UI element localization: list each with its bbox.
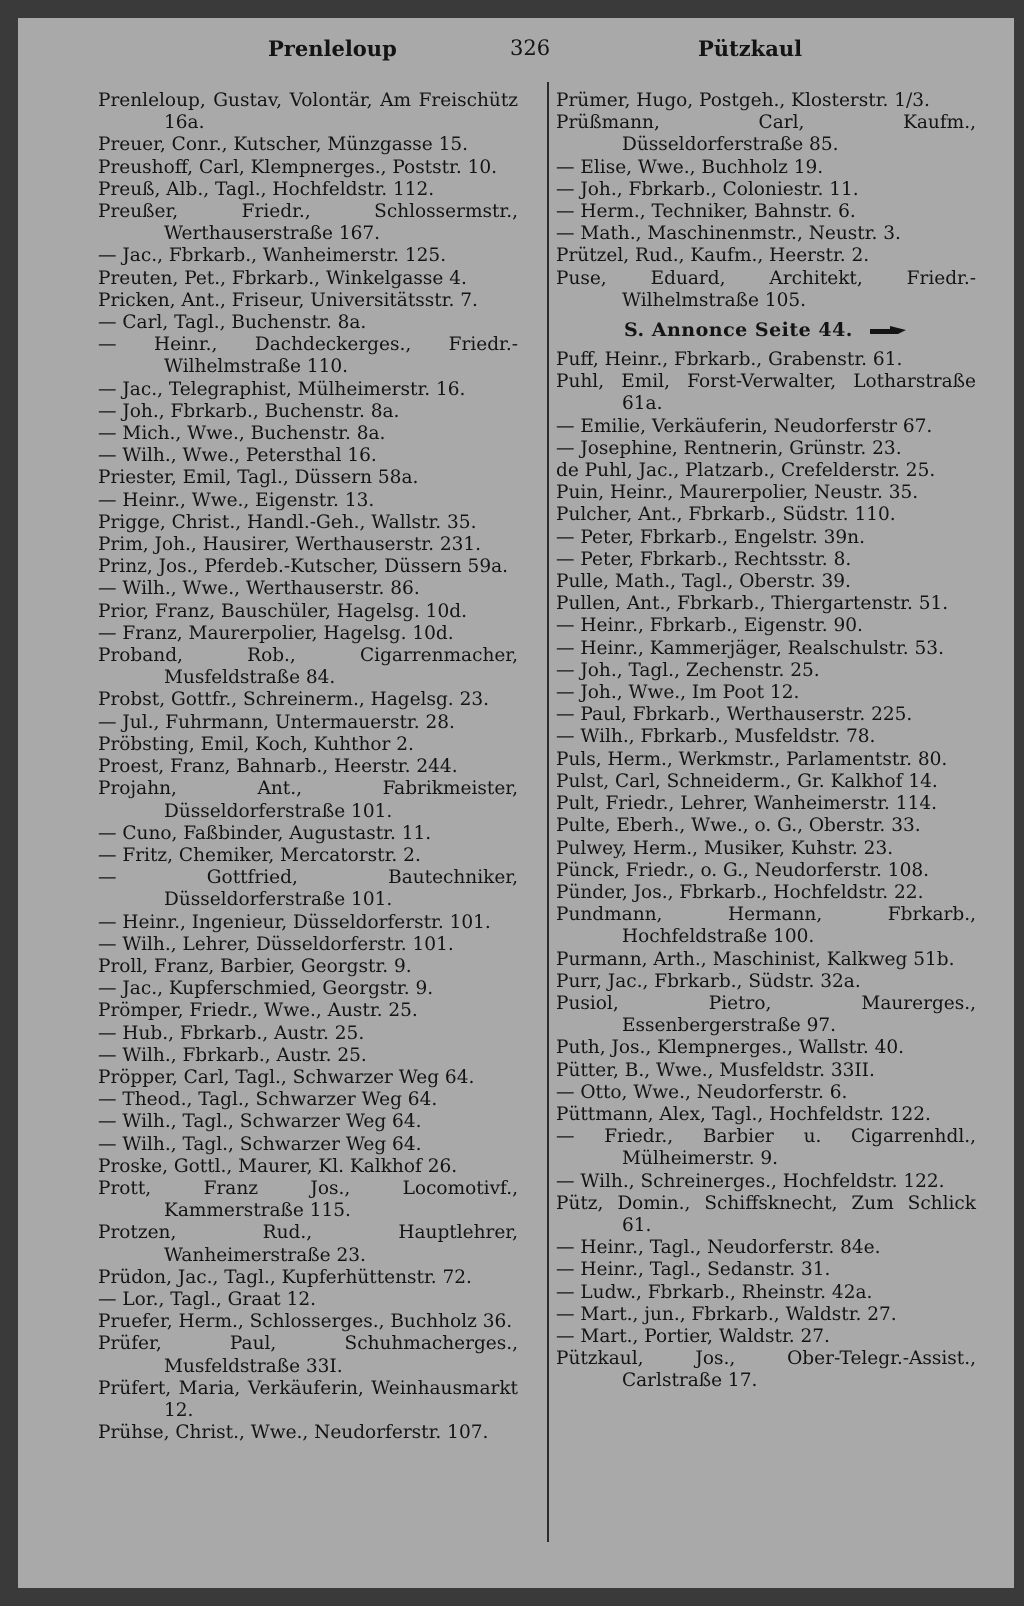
header-right-keyword: Pützkaul [698,36,803,61]
directory-entry: — Joh., Wwe., Im Poot 12. [556,682,800,704]
directory-entry: Pütz, Domin., Schiffsknecht, Zum Schlick 61. [556,1192,976,1236]
directory-entry: Pützkaul, Jos., Ober-Telegr.-Assist., Carlstraße 17. [556,1348,976,1392]
directory-entry: Purr, Jac., Fbrkarb., Südstr. 32a. [556,970,861,992]
right-column-top-entries [556,90,976,312]
directory-entry: Puls, Herm., Werkmstr., Parlamentstr. 80. [556,748,948,770]
directory-entry: Püttmann, Alex, Tagl., Hochfeldstr. 122. [556,1103,931,1125]
directory-entry: — Cuno, Faßbinder, Augustastr. 11. [98,822,432,844]
directory-entry: — Joh., Fbrkarb., Coloniestr. 11. [556,178,859,200]
directory-entry: — Paul, Fbrkarb., Werthauserstr. 225. [556,704,913,726]
directory-entry: Proll, Franz, Barbier, Georgstr. 9. [98,955,412,977]
directory-entry: Prützel, Rud., Kaufm., Heerstr. 2. [556,245,870,267]
directory-entry: Puth, Jos., Klempnerges., Wallstr. 40. [556,1037,905,1059]
right-column [556,90,976,1393]
directory-entry: — Carl, Tagl., Buchenstr. 8a. [98,312,367,334]
directory-entry: Projahn, Ant., Fabrikmeister, Düsseldorferstraße 101. [98,778,518,822]
directory-entry: — Heinr., Tagl., Sedanstr. 31. [556,1259,831,1281]
directory-entry: — Jac., Kupferschmied, Georgstr. 9. [98,978,434,1000]
directory-entry: Prüfer, Paul, Schuhmacherges., Musfeldstraße 33I. [98,1333,518,1377]
directory-entry: — Heinr., Fbrkarb., Eigenstr. 90. [556,615,863,637]
directory-entry: — Herm., Techniker, Bahnstr. 6. [556,201,856,223]
directory-entry: Prümer, Hugo, Postgeh., Klosterstr. 1/3. [556,90,930,111]
directory-entry: Pünck, Friedr., o. G., Neudorferstr. 108. [556,859,929,881]
directory-entry: Pulle, Math., Tagl., Oberstr. 39. [556,571,851,593]
directory-entry: Pröpper, Carl, Tagl., Schwarzer Weg 64. [98,1066,475,1088]
page-number: 326 [510,36,551,60]
directory-entry: Purmann, Arth., Maschinist, Kalkweg 51b. [556,948,955,970]
directory-entry: — Joh., Tagl., Zechenstr. 25. [556,659,820,681]
directory-entry: — Jac., Telegraphist, Mülheimerstr. 16. [98,378,466,400]
directory-entry: Puff, Heinr., Fbrkarb., Grabenstr. 61. [556,349,903,371]
directory-entry: Prott, Franz Jos., Locomotivf., Kammerstraße 115. [98,1177,518,1222]
directory-entry: — Friedr., Barbier u. Cigarrenhdl., Mülheimerstr. 9. [556,1126,976,1170]
directory-entry: de Puhl, Jac., Platzarb., Crefelderstr. 25. [556,460,936,482]
annonce-text: S. Annonce Seite 44. [623,319,853,342]
directory-entry: Pullen, Ant., Fbrkarb., Thiergartenstr. 51. [556,593,949,615]
directory-entry: Pult, Friedr., Lehrer, Wanheimerstr. 114. [556,793,937,815]
directory-entry: — Heinr., Tagl., Neudorferstr. 84e. [556,1237,881,1259]
directory-entry: Prüfert, Maria, Verkäuferin, Weinhausmarkt 12. [98,1377,518,1421]
directory-entry: Protzen, Rud., Hauptlehrer, Wanheimerstraße 23. [98,1222,518,1266]
directory-entry: Pusiol, Pietro, Maurerges., Essenbergerstraße 97. [556,992,976,1037]
right-column-bottom-entries [556,349,976,1393]
directory-entry: — Fritz, Chemiker, Mercatorstr. 2. [98,844,421,866]
directory-entry: — Gottfried, Bautechniker, Düsseldorferstraße 101. [98,867,518,911]
directory-entry: Pruefer, Herm., Schlosserges., Buchholz 36. [98,1311,513,1333]
directory-entry: — Emilie, Verkäuferin, Neudorferstr 67. [556,415,933,437]
directory-entry: — Mich., Wwe., Buchenstr. 8a. [98,423,386,445]
directory-entry: — Jac., Fbrkarb., Wanheimerstr. 125. [98,245,447,267]
directory-entry: Puin, Heinr., Maurerpolier, Neustr. 35. [556,482,919,504]
directory-entry: Preuten, Pet., Fbrkarb., Winkelgasse 4. [98,267,467,289]
directory-entry: Prühse, Christ., Wwe., Neudorferstr. 107. [98,1422,489,1444]
directory-entry: Pulst, Carl, Schneiderm., Gr. Kalkhof 14. [556,770,938,792]
directory-entry: — Peter, Fbrkarb., Rechtsstr. 8. [556,548,852,570]
directory-entry: — Heinr., Kammerjäger, Realschulstr. 53. [556,637,944,659]
directory-entry: — Wilh., Wwe., Petersthal 16. [98,445,377,467]
directory-entry: Prim, Joh., Hausirer, Werthauserstr. 231. [98,534,482,556]
directory-entry: — Wilh., Fbrkarb., Austr. 25. [98,1044,367,1066]
directory-entry: Priester, Emil, Tagl., Düssern 58a. [98,467,419,489]
directory-entry: Prenleloup, Gustav, Volontär, Am Freischütz 16a. [98,90,518,134]
directory-entry: — Josephine, Rentnerin, Grünstr. 23. [556,437,902,459]
directory-entry: — Wilh., Tagl., Schwarzer Weg 64. [98,1111,422,1133]
directory-entry: — Jul., Fuhrmann, Untermauerstr. 28. [98,711,455,733]
directory-entry: Prinz, Jos., Pferdeb.-Kutscher, Düssern 59a. [98,556,508,578]
directory-entry: Prigge, Christ., Handl.-Geh., Wallstr. 35. [98,511,477,533]
directory-entry: — Wilh., Lehrer, Düsseldorferstr. 101. [98,933,454,955]
directory-entry: — Heinr., Ingenieur, Düsseldorferstr. 101. [98,911,491,933]
directory-entry: Pütter, B., Wwe., Musfeldstr. 33II. [556,1059,875,1081]
directory-entry: — Franz, Maurerpolier, Hagelsg. 10d. [98,622,454,644]
directory-entry: — Math., Maschinenmstr., Neustr. 3. [556,223,901,245]
directory-entry: Preuß, Alb., Tagl., Hochfeldstr. 112. [98,178,435,200]
directory-entry: Pulte, Eberh., Wwe., o. G., Oberstr. 33. [556,815,921,837]
directory-entry: Pricken, Ant., Friseur, Universitätsstr. 7. [98,289,478,311]
directory-entry: Pulcher, Ant., Fbrkarb., Südstr. 110. [556,504,896,526]
directory-entry: — Wilh., Fbrkarb., Musfeldstr. 78. [556,726,876,748]
directory-entry: — Peter, Fbrkarb., Engelstr. 39n. [556,526,865,548]
directory-entry: Puse, Eduard, Architekt, Friedr.-Wilhelmstraße 105. [556,267,976,311]
directory-entry: Pröbsting, Emil, Koch, Kuhthor 2. [98,733,414,755]
directory-entry: — Wilh., Schreinerges., Hochfeldstr. 122. [556,1170,945,1192]
directory-entry: — Theod., Tagl., Schwarzer Weg 64. [98,1089,438,1111]
directory-entry: Proband, Rob., Cigarrenmacher, Musfeldstraße 84. [98,645,518,689]
directory-entry: Probst, Gottfr., Schreinerm., Hagelsg. 23. [98,689,489,711]
directory-entry: — Ludw., Fbrkarb., Rheinstr. 42a. [556,1281,873,1303]
directory-entry: Preushoff, Carl, Klempnerges., Poststr. 10. [98,156,498,178]
directory-page [18,18,1014,1588]
directory-entry: — Mart., jun., Fbrkarb., Waldstr. 27. [556,1303,897,1325]
directory-entry: — Hub., Fbrkarb., Austr. 25. [98,1022,365,1044]
directory-entry: — Lor., Tagl., Graat 12. [98,1288,317,1310]
directory-entry: Pünder, Jos., Fbrkarb., Hochfeldstr. 22. [556,881,924,903]
column-divider [547,82,549,1542]
directory-entry: Proest, Franz, Bahnarb., Heerstr. 244. [98,756,458,778]
directory-entry: Prömper, Friedr., Wwe., Austr. 25. [98,1000,418,1022]
left-column [98,90,518,1444]
directory-entry: — Joh., Fbrkarb., Buchenstr. 8a. [98,400,400,422]
directory-entry: — Heinr., Dachdeckerges., Friedr.-Wilhelmstraße 110. [98,334,518,378]
directory-entry: — Mart., Portier, Waldstr. 27. [556,1325,830,1347]
directory-entry: Puhl, Emil, Forst-Verwalter, Lotharstraße 61a. [556,371,976,415]
directory-entry: Proske, Gottl., Maurer, Kl. Kalkhof 26. [98,1155,458,1177]
directory-entry: Prior, Franz, Bauschüler, Hagelsg. 10d. [98,600,467,622]
directory-entry: Preuer, Conr., Kutscher, Münzgasse 15. [98,134,469,156]
directory-entry: — Wilh., Tagl., Schwarzer Weg 64. [98,1133,422,1155]
annonce-note [556,315,976,345]
directory-entry: Pundmann, Hermann, Fbrkarb., Hochfeldstraße 100. [556,904,976,948]
header-left-keyword: Prenleloup [268,36,397,61]
directory-entry: — Heinr., Wwe., Eigenstr. 13. [98,489,375,511]
directory-entry: — Elise, Wwe., Buchholz 19. [556,156,824,178]
directory-entry: Prüßmann, Carl, Kaufm., Düsseldorferstraße 85. [556,112,976,156]
directory-entry: Prüdon, Jac., Tagl., Kupferhüttenstr. 72. [98,1266,472,1288]
page-header [18,36,1014,72]
pointing-hand-icon [868,325,908,337]
directory-entry: Pulwey, Herm., Musiker, Kuhstr. 23. [556,837,894,859]
directory-entry: — Wilh., Wwe., Werthauserstr. 86. [98,578,420,600]
directory-entry: — Otto, Wwe., Neudorferstr. 6. [556,1081,848,1103]
directory-entry: Preußer, Friedr., Schlossermstr., Werthauserstraße 167. [98,201,518,245]
